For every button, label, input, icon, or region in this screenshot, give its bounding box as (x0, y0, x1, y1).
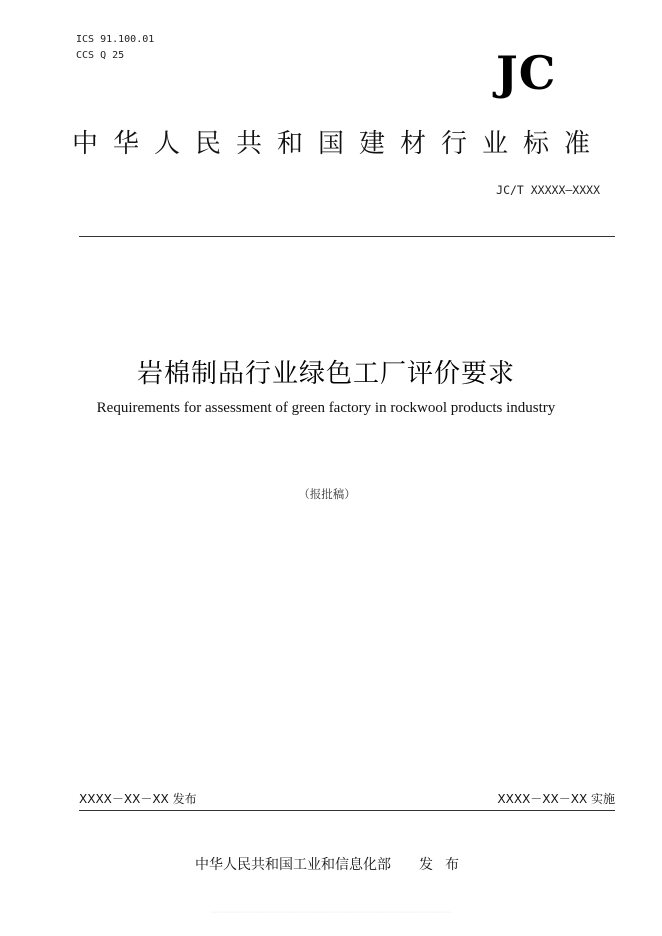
standard-category-heading: 中华人民共和国建材行业标准 (72, 129, 606, 159)
footer-divider (79, 810, 615, 811)
publisher-name: 中华人民共和国工业和信息化部 (195, 857, 391, 873)
faint-watermark: —————————————————————— (210, 905, 452, 918)
issue-date: XXXX－XX－XX 发布 (79, 792, 197, 806)
header-divider (79, 236, 615, 237)
classification-codes (76, 32, 154, 64)
jc-logo: JC (496, 46, 557, 100)
ics-code: ICS 91.100.01 (76, 34, 155, 45)
draft-status-label: （报批稿） (298, 487, 356, 501)
publisher-line (195, 855, 471, 875)
standard-number: JC/T XXXXX—XXXX (496, 183, 600, 197)
publisher-verb: 发布 (419, 857, 471, 873)
implementation-date: XXXX－XX－XX 实施 (497, 792, 615, 806)
document-title-english: Requirements for assessment of green factory in rockwool products industry (96, 400, 556, 416)
ccs-code: CCS Q 25 (76, 50, 125, 61)
document-title-chinese: 岩棉制品行业绿色工厂评价要求 (136, 359, 515, 389)
